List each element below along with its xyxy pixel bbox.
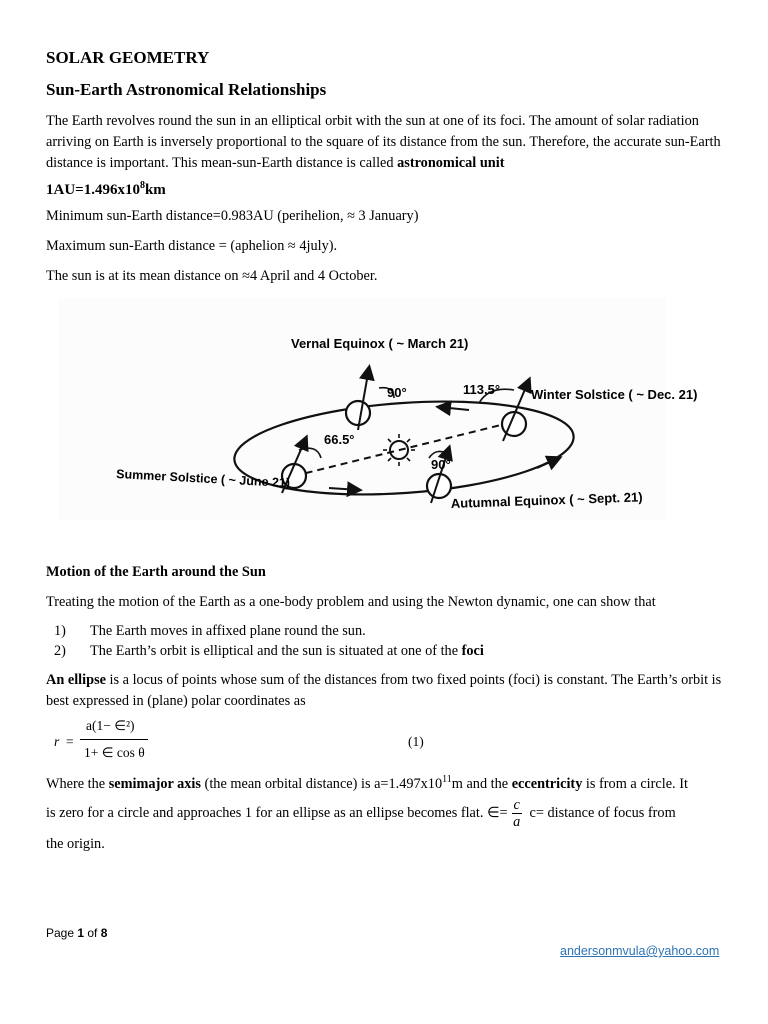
semimajor-line [46, 774, 688, 793]
au-value: 1AU=1.496x10 [46, 182, 140, 198]
orbit-arrow-right [537, 458, 559, 468]
orbit-arrow-top [439, 407, 469, 410]
eccentricity-line [46, 797, 676, 830]
orbit-diagram-svg [59, 298, 698, 520]
list-item-bold: foci [461, 643, 484, 659]
max-distance-line: Maximum sun-Earth distance = (aphelion ≈ 4july). [46, 238, 338, 254]
label-winter-solstice: Winter Solstice ( ~ Dec. 21) [531, 387, 698, 402]
motion-heading: Motion of the Earth around the Sun [46, 564, 266, 580]
label-angle-113-5: 113.5° [463, 382, 501, 397]
total-pages: 8 [100, 926, 108, 940]
list-item [46, 621, 484, 641]
semimajor-text: (the mean orbital distance) is a=1.497x10 [200, 775, 443, 792]
orbit-equation [54, 718, 454, 768]
semimajor-prefix: Where the [46, 775, 109, 792]
intro-paragraph [46, 111, 726, 174]
earth-vernal [346, 401, 370, 425]
semimajor-term: semimajor axis [108, 775, 201, 792]
eccentricity-definition: is zero for a circle and approaches 1 for an ellipse as an ellipse becomes flat. ∈= [46, 804, 508, 821]
focus-distance-text: c= distance of focus from [525, 804, 676, 821]
eccentricity-fraction [512, 797, 522, 830]
page-number [46, 926, 107, 940]
page-label: Page [46, 926, 78, 940]
mean-distance-line: The sun is at its mean distance on ≈4 April and 4 October. [46, 268, 378, 284]
equation-number: (1) [408, 734, 424, 749]
fraction-denominator: a [513, 814, 521, 830]
list-item-number: 2) [54, 643, 66, 659]
label-angle-90-bottom: 90° [431, 457, 451, 472]
label-vernal-equinox: Vernal Equinox ( ~ March 21) [291, 336, 469, 351]
list-item [46, 641, 484, 661]
page-title: SOLAR GEOMETRY [46, 48, 210, 67]
intro-text: The Earth revolves round the sun in an elliptical orbit with the sun at one of its foci. The amount of solar radiation arriving on Earth is inversely proportional to the square of its distance from the sun. Therefore, the accurate sun-Earth distance is important. This mean-sun-Earth distance is called [46, 113, 721, 171]
ellipse-text: is a locus of points whose sum of the distances from two fixed points (foci) is constant. The Earth’s orbit is best expressed in (plane) polar coordinates as [46, 672, 722, 709]
author-email-link[interactable]: andersonmvula@yahoo.com [560, 944, 720, 958]
motion-text: Treating the motion of the Earth as a one-body problem and using the Newton dynamic, one can show that [46, 594, 656, 610]
page-of: of [84, 926, 101, 940]
equation-denominator: 1+ ∈ cos θ [84, 745, 145, 760]
min-distance-line: Minimum sun-Earth distance=0.983AU (perihelion, ≈ 3 January) [46, 208, 419, 224]
section-heading: Sun-Earth Astronomical Relationships [46, 80, 327, 99]
label-summer-solstice: Summer Solstice ( ~ June 21) [115, 467, 291, 491]
current-page: 1 [77, 926, 85, 940]
au-definition [46, 180, 166, 199]
solstice-axis-line [294, 423, 509, 476]
angle-arc-summer [299, 448, 321, 458]
au-exponent: 8 [139, 180, 145, 191]
equation-equals: = [66, 734, 74, 749]
list-item-text: The Earth’s orbit is elliptical and the sun is situated at one of the [90, 643, 462, 659]
motion-list [46, 621, 484, 661]
fraction-numerator: c [513, 797, 520, 813]
label-angle-90-top: 90° [387, 385, 407, 400]
equation-lhs: r [54, 734, 60, 749]
list-item-number: 1) [54, 623, 66, 639]
origin-line: the origin. [46, 836, 105, 852]
semimajor-exponent: 11 [442, 774, 452, 785]
intro-bold-term: astronomical unit [397, 155, 505, 171]
semimajor-after: m and the [451, 775, 512, 792]
label-angle-66-5: 66.5° [324, 432, 355, 447]
eccentricity-term: eccentricity [511, 775, 583, 792]
list-item-text: The Earth moves in affixed plane round the sun. [90, 623, 366, 639]
orbit-diagram [59, 298, 698, 520]
equation-numerator: a(1− ∈²) [86, 718, 135, 733]
ellipse-term: An ellipse [46, 672, 106, 688]
eccentricity-text: is from a circle. It [582, 775, 688, 792]
orbit-arrow-bottom [329, 488, 359, 490]
fraction-bar [80, 739, 148, 740]
ellipse-paragraph [46, 670, 726, 712]
au-unit: km [144, 182, 166, 198]
label-autumnal-equinox: Autumnal Equinox ( ~ Sept. 21) [450, 489, 643, 511]
